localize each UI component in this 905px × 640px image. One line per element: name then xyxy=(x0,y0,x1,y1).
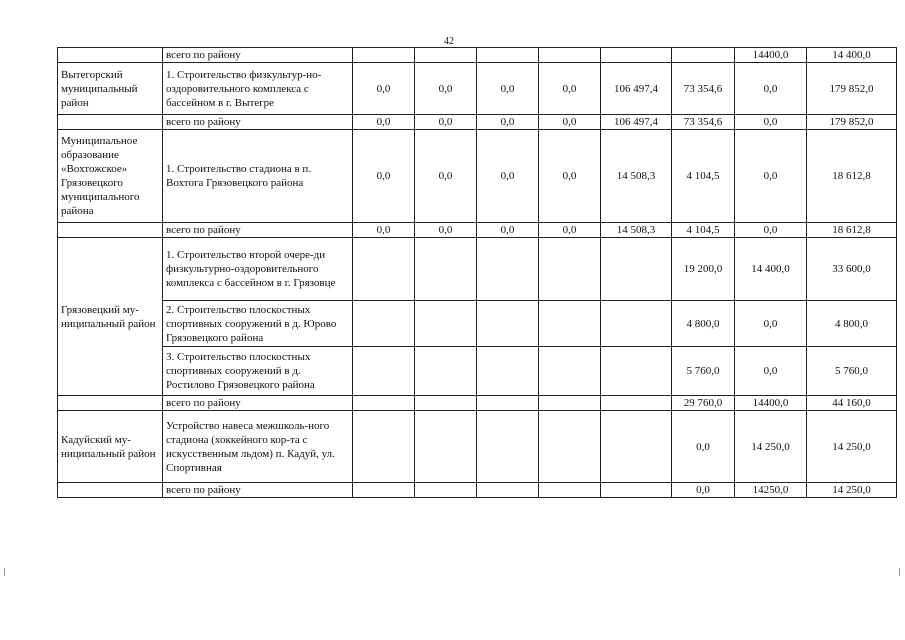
value-cell: 0,0 xyxy=(477,130,539,223)
district-cell: Вытегорский муниципальный район xyxy=(58,63,163,115)
page-number: 42 xyxy=(444,36,454,47)
total-label: всего по району xyxy=(163,115,353,130)
value-cell: 73 354,6 xyxy=(672,115,735,130)
value-cell: 44 160,0 xyxy=(807,396,897,411)
value-cell: 14 250,0 xyxy=(735,411,807,483)
value-cell: 0,0 xyxy=(735,223,807,238)
value-cell: 0,0 xyxy=(539,223,601,238)
value-cell: 14 508,3 xyxy=(601,223,672,238)
value-cell: 0,0 xyxy=(353,223,415,238)
value-cell: 106 497,4 xyxy=(601,115,672,130)
value-cell: 14400,0 xyxy=(735,48,807,63)
scan-margin-mark xyxy=(899,568,900,576)
district-cell xyxy=(58,483,163,498)
value-cell: 0,0 xyxy=(415,115,477,130)
table-row xyxy=(58,115,897,130)
table-row xyxy=(58,347,897,396)
total-label: всего по району xyxy=(163,483,353,498)
table-row xyxy=(58,483,897,498)
object-cell: 2. Строительство плоскостных спортивных сооружений в д. Юрово Грязовецкого района xyxy=(163,301,353,347)
value-cell: 0,0 xyxy=(353,130,415,223)
value-cell: 29 760,0 xyxy=(672,396,735,411)
object-cell: 1. Строительство второй очере-ди физкультурно-оздоровительного комплекса с бассейном в г. Грязовце xyxy=(163,238,353,301)
district-cell: Муниципальное образование «Вохтожское» Грязовецкого муниципального района xyxy=(58,130,163,223)
value-cell: 0,0 xyxy=(539,115,601,130)
value-cell: 0,0 xyxy=(477,115,539,130)
table-row xyxy=(58,238,897,301)
value-cell: 0,0 xyxy=(735,115,807,130)
district-cell xyxy=(58,396,163,411)
object-cell: 1. Строительство физкультур-но-оздоровительного комплекса с бассейном в г. Вытегре xyxy=(163,63,353,115)
value-cell: 4 800,0 xyxy=(807,301,897,347)
value-cell: 14 250,0 xyxy=(807,483,897,498)
total-label: всего по району xyxy=(163,396,353,411)
value-cell: 0,0 xyxy=(477,223,539,238)
value-cell: 14 400,0 xyxy=(807,48,897,63)
value-cell: 73 354,6 xyxy=(672,63,735,115)
total-label: всего по району xyxy=(163,48,353,63)
table-row xyxy=(58,411,897,483)
value-cell: 4 104,5 xyxy=(672,130,735,223)
value-cell: 0,0 xyxy=(539,63,601,115)
object-cell: Устройство навеса межшколь-ного стадиона (хоккейного кор-та с искусственным льдом) п. Кадуй, ул. Спортивная xyxy=(163,411,353,483)
district-cell xyxy=(58,223,163,238)
value-cell: 0,0 xyxy=(415,63,477,115)
value-cell: 5 760,0 xyxy=(672,347,735,396)
value-cell: 0,0 xyxy=(353,63,415,115)
value-cell: 0,0 xyxy=(415,223,477,238)
value-cell: 4 800,0 xyxy=(672,301,735,347)
value-cell: 14 250,0 xyxy=(807,411,897,483)
value-cell: 0,0 xyxy=(672,411,735,483)
value-cell: 18 612,8 xyxy=(807,130,897,223)
object-cell: 3. Строительство плоскостных спортивных сооружений в д. Ростилово Грязовецкого района xyxy=(163,347,353,396)
total-label: всего по району xyxy=(163,223,353,238)
scan-margin-mark xyxy=(4,568,5,576)
value-cell: 19 200,0 xyxy=(672,238,735,301)
district-cell: Кадуйский му-ниципальный район xyxy=(58,411,163,483)
object-cell: 1. Строительство стадиона в п. Вохтога Грязовецкого района xyxy=(163,130,353,223)
table-row xyxy=(58,223,897,238)
table-row xyxy=(58,63,897,115)
value-cell: 14250,0 xyxy=(735,483,807,498)
value-cell: 0,0 xyxy=(353,115,415,130)
value-cell: 179 852,0 xyxy=(807,63,897,115)
value-cell: 18 612,8 xyxy=(807,223,897,238)
value-cell: 0,0 xyxy=(477,63,539,115)
value-cell: 14 400,0 xyxy=(735,238,807,301)
district-cell xyxy=(58,48,163,63)
value-cell: 179 852,0 xyxy=(807,115,897,130)
value-cell: 0,0 xyxy=(415,130,477,223)
district-cell: Грязовецкий му-ниципальный район xyxy=(58,238,163,396)
value-cell: 5 760,0 xyxy=(807,347,897,396)
budget-table xyxy=(57,47,897,498)
value-cell: 106 497,4 xyxy=(601,63,672,115)
value-cell: 4 104,5 xyxy=(672,223,735,238)
value-cell: 0,0 xyxy=(735,63,807,115)
value-cell: 0,0 xyxy=(539,130,601,223)
value-cell: 33 600,0 xyxy=(807,238,897,301)
value-cell: 0,0 xyxy=(672,483,735,498)
value-cell: 14400,0 xyxy=(735,396,807,411)
table-row xyxy=(58,48,897,63)
value-cell: 14 508,3 xyxy=(601,130,672,223)
table-row xyxy=(58,130,897,223)
value-cell: 0,0 xyxy=(735,301,807,347)
value-cell: 0,0 xyxy=(735,130,807,223)
value-cell: 0,0 xyxy=(735,347,807,396)
table-row xyxy=(58,301,897,347)
district-cell xyxy=(58,115,163,130)
table-row xyxy=(58,396,897,411)
